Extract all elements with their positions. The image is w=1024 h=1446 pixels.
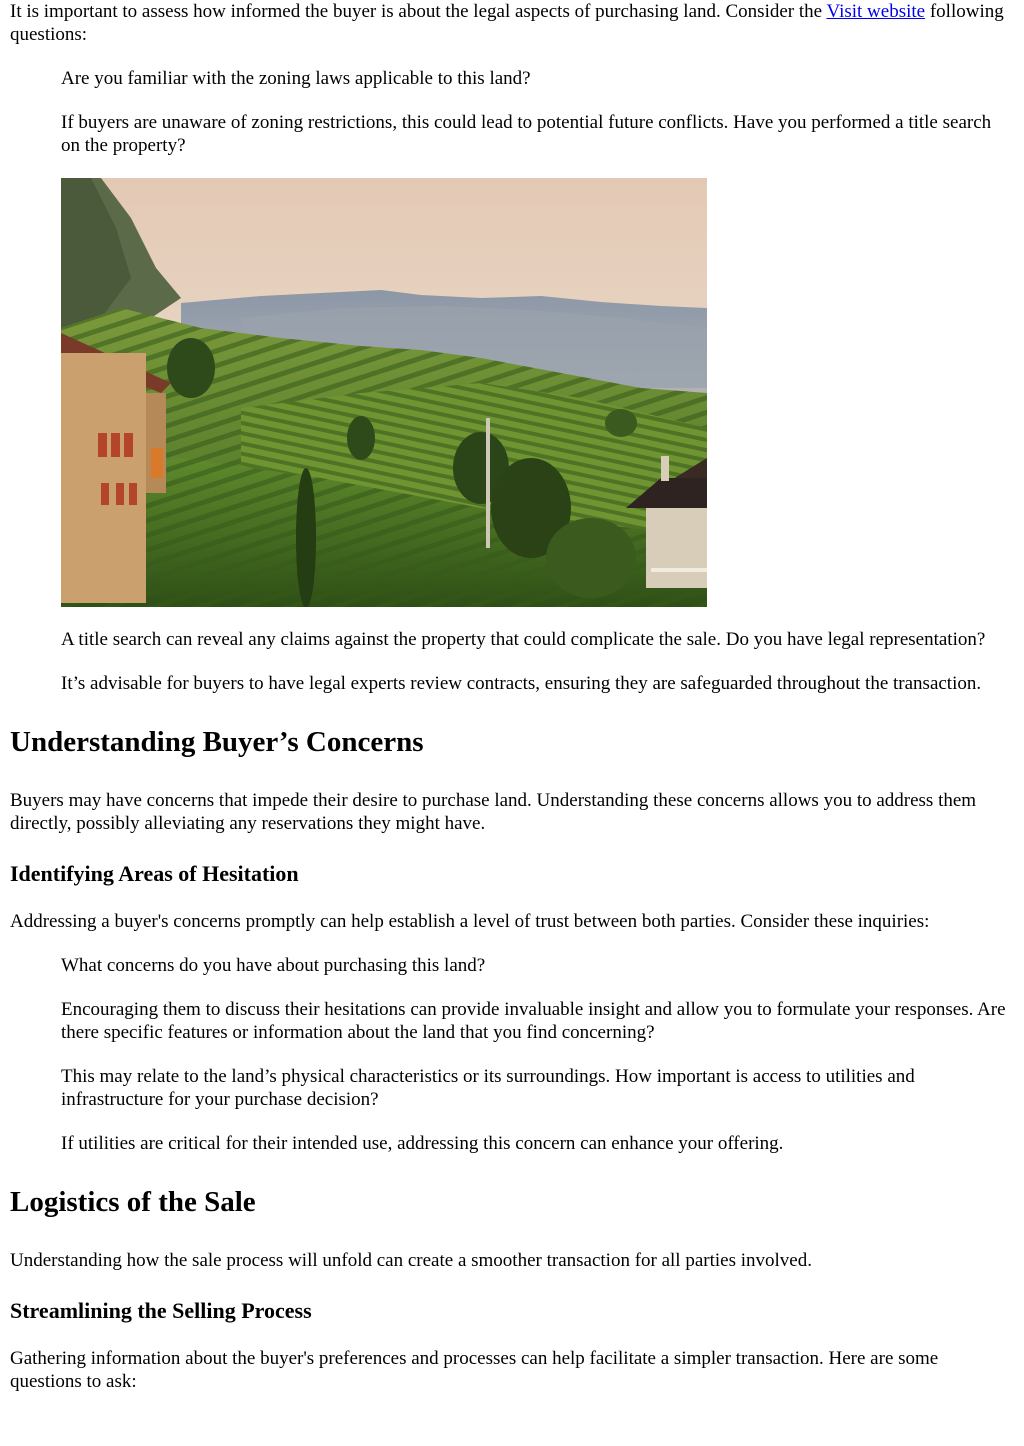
concerns-paragraph: Buyers may have concerns that impede their desire to purchase land. Understanding these concerns allows you to address them directly, possibly alleviating any reservations they might have. (10, 790, 977, 834)
intro-text: It is important to assess how informed the buyer is about the legal aspects of purchasing land. Consider the (10, 1, 827, 22)
concern-item-2: Encouraging them to discuss their hesitations can provide invaluable insight and allow you to formulate your responses. Are there specific features or information about the land that you find concerning? (61, 999, 1006, 1043)
legal-question-3: A title search can reveal any claims against the property that could complicate the sale. Do you have legal representation? (61, 629, 986, 650)
concern-item-3: This may relate to the land’s physical characteristics or its surroundings. How important is access to utilities and infrastructure for your purchase decision? (61, 1066, 915, 1110)
legal-question-1: Are you familiar with the zoning laws applicable to this land? (61, 68, 531, 89)
streamlining-subheading: Streamlining the Selling Process (10, 1298, 312, 1323)
concern-item-1: What concerns do you have about purchasing this land? (61, 955, 486, 976)
legal-question-2: If buyers are unaware of zoning restrictions, this could lead to potential future conflicts. Have you performed a title search on the property? (61, 112, 992, 156)
hesitation-paragraph: Addressing a buyer's concerns promptly can help establish a level of trust between both parties. Consider these inquiries: (10, 911, 930, 932)
streamlining-paragraph: Gathering information about the buyer's preferences and processes can help facilitate a simpler transaction. Here are some questions to ask: (10, 1348, 939, 1392)
vineyard-landscape-image (61, 178, 707, 607)
logistics-heading: Logistics of the Sale (10, 1186, 256, 1218)
logistics-paragraph: Understanding how the sale process will unfold can create a smoother transaction for all parties involved. (10, 1250, 812, 1271)
intro-paragraph (10, 0, 1014, 46)
legal-question-4: It’s advisable for buyers to have legal experts review contracts, ensuring they are safeguarded throughout the transaction. (61, 673, 982, 694)
visit-website-link[interactable]: Visit website (826, 1, 926, 22)
vineyard-landscape-icon (61, 178, 707, 607)
concern-item-4: If utilities are critical for their intended use, addressing this concern can enhance your offering. (61, 1133, 784, 1154)
concerns-heading: Understanding Buyer’s Concerns (10, 726, 424, 758)
intro-text-end: following questions: (10, 1, 1004, 45)
hesitation-subheading: Identifying Areas of Hesitation (10, 861, 299, 886)
